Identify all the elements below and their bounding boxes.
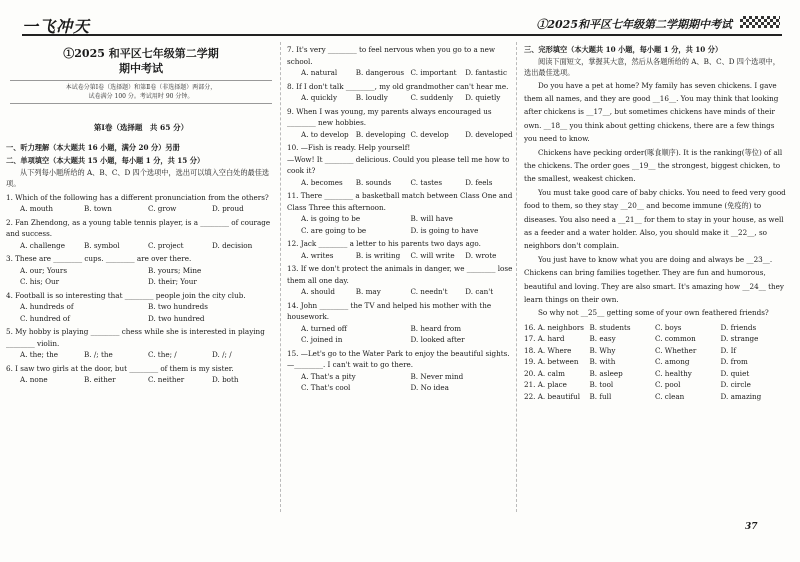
part-heading: 第Ⅰ卷（选择题 共 65 分）	[93, 123, 189, 132]
question-item	[6, 290, 276, 325]
option-text: A. the; the	[20, 350, 59, 359]
option-group	[287, 371, 520, 394]
question-stem: 2. Fan Zhendong, as a young table tennis player, is a ________ of courage and success.	[6, 217, 271, 238]
question-item	[6, 217, 276, 252]
option-group	[524, 333, 786, 345]
option-text: C. clean	[655, 391, 685, 401]
option-text: B. either	[84, 375, 116, 384]
question-item	[287, 190, 520, 236]
option-group	[287, 92, 520, 104]
option-text: B. will have	[410, 214, 453, 223]
question-item	[287, 44, 520, 79]
option-text: B. developing	[355, 129, 406, 139]
option-text: C. the; /	[148, 350, 177, 359]
option-text: A. hundreds of	[20, 302, 74, 311]
exam-note	[10, 80, 272, 104]
option-text: C. grow	[148, 204, 177, 213]
option-text: D. friends	[720, 322, 757, 332]
passage-paragraph: Do you have a pet at home? My family has seven chickens. I gave them all names, and they are good __16__. You may think that looking after chickens is __17__, but sometimes chickens have minds of their own. __18__ you think about getting chickens, there are a few things you need to know.	[524, 80, 779, 144]
option-text: C. common	[655, 334, 696, 344]
option-text: D. If	[720, 345, 737, 355]
option-text: C. That's cool	[301, 383, 351, 392]
option-text: D. amazing	[720, 391, 762, 401]
option-text: D. developed	[465, 129, 513, 139]
option-text: B. sounds	[355, 177, 392, 187]
option-group	[524, 356, 786, 368]
option-text: 18. A. Where	[524, 345, 572, 355]
question-item	[287, 106, 520, 141]
option-text: D. wrote	[465, 250, 497, 260]
instructions: 从下列每小题所给的 A、B、C、D 四个选项中，选出可以填入空白处的最佳选项。	[6, 167, 270, 188]
option-text: A. becomes	[301, 177, 343, 187]
question-item	[287, 238, 520, 261]
question-stem: 15. —Let's go to the Water Park to enjoy the beautiful sights.	[287, 348, 510, 358]
question-item	[287, 263, 520, 298]
page-number: 37	[745, 522, 758, 532]
option-text: 21. A. place	[524, 380, 567, 390]
option-text: B. students	[589, 322, 631, 332]
question-stem: 14. John ________ the TV and helped his mother with the housework.	[287, 300, 492, 321]
option-group	[524, 345, 786, 357]
option-text: C. boys	[655, 322, 682, 332]
question-item	[287, 142, 520, 188]
section-heading: 二、单项填空（本大题共 15 小题，每小题 1 分，共 15 分）	[6, 156, 205, 165]
option-text: B. dangerous	[355, 68, 405, 77]
question-list	[287, 44, 520, 394]
question-item	[287, 348, 520, 394]
question-item	[6, 192, 276, 215]
option-text: C. Whether	[655, 345, 697, 355]
option-text: B. two hundreds	[148, 302, 208, 311]
option-text: 17. A. hard	[524, 334, 565, 344]
option-text: B. town	[84, 204, 112, 213]
exam-subtitle: 期中考试	[119, 62, 163, 75]
option-text: A. turned off	[301, 323, 347, 333]
option-text: C. among	[655, 357, 690, 367]
exam-header-title: ①2025和平区七年级第二学期期中考试	[536, 18, 732, 31]
option-text: C. will write	[410, 250, 455, 260]
option-text: B. Why	[589, 345, 616, 355]
option-text: A. quickly	[301, 93, 338, 102]
option-text: 22. A. beautiful	[524, 391, 581, 401]
option-text: B. heard from	[410, 323, 462, 333]
option-text: A. mouth	[20, 204, 54, 213]
option-text: A. is going to be	[301, 214, 361, 223]
option-group	[6, 349, 276, 361]
option-text: D. two hundred	[148, 313, 205, 323]
option-text: C. suddenly	[410, 93, 454, 102]
question-stem: 3. These are ________ cups. ________ are over there.	[6, 254, 192, 263]
option-text: C. needn't	[410, 287, 448, 296]
option-text: A. challenge	[20, 240, 66, 250]
option-text: B. tool	[589, 380, 614, 390]
option-text: A. writes	[301, 250, 334, 260]
question-stem: 12. Jack ________ a letter to his parents two days ago.	[287, 239, 481, 248]
cloze-passage	[524, 79, 786, 320]
option-text: C. joined in	[301, 335, 343, 344]
option-text: B. symbol	[84, 240, 120, 250]
cloze-options	[524, 322, 786, 403]
option-text: D. feels	[465, 177, 493, 187]
option-text: A. none	[20, 375, 48, 384]
option-text: B. full	[589, 391, 612, 401]
option-text: D. quiet	[720, 368, 750, 378]
option-text: A. should	[301, 287, 335, 296]
option-text: D. can't	[465, 287, 494, 296]
option-text: C. project	[148, 240, 184, 250]
option-text: D. quietly	[465, 93, 501, 102]
option-text: 16. A. neighbors	[524, 322, 584, 332]
question-stem: 6. I saw two girls at the door, but ________ of them is my sister.	[6, 363, 234, 373]
option-group	[287, 286, 520, 298]
question-stem: 8. If I don't talk ________, my old grandmother can't hear me.	[287, 81, 509, 91]
option-text: B. asleep	[589, 368, 623, 378]
option-text: D. their; Your	[148, 277, 197, 286]
question-item	[287, 81, 520, 104]
option-text: C. develop	[410, 129, 449, 139]
question-stem: 10. —Fish is ready. Help yourself!	[287, 143, 411, 152]
option-text: C. pool	[655, 380, 681, 390]
option-group	[287, 67, 520, 79]
header-divider	[22, 34, 782, 36]
question-stem: 7. It's very ________ to feel nervous when you go to a new school.	[287, 45, 496, 66]
option-group	[6, 240, 276, 252]
option-text: C. neither	[148, 375, 185, 384]
option-group	[287, 323, 520, 346]
question-stem: 9. When I was young, my parents always encouraged us ________ new hobbies.	[287, 106, 492, 127]
option-text: B. yours; Mine	[148, 265, 202, 275]
question-item	[6, 363, 276, 386]
question-stem: 13. If we don't protect the animals in danger, we ________ lose them all one day.	[287, 264, 513, 285]
option-text: D. strange	[720, 334, 759, 344]
option-text: A. That's a pity	[301, 371, 356, 381]
option-text: D. decision	[212, 240, 253, 250]
question-item	[6, 326, 276, 361]
column-left	[6, 42, 276, 386]
column-middle	[280, 42, 520, 512]
option-group	[6, 203, 276, 215]
question-item	[287, 300, 520, 346]
question-list	[6, 192, 276, 386]
option-group	[6, 301, 276, 324]
option-text: B. Never mind	[410, 371, 464, 381]
option-text: D. No idea	[410, 383, 449, 392]
option-text: C. are going to be	[301, 225, 367, 235]
question-stem: —Wow! It ________ delicious. Could you please tell me how to cook it?	[287, 154, 510, 175]
option-group	[6, 265, 276, 288]
option-group	[524, 322, 786, 334]
option-text: C. healthy	[655, 368, 692, 378]
option-text: D. looked after	[410, 335, 465, 344]
option-text: 20. A. calm	[524, 368, 565, 378]
option-text: A. our; Yours	[20, 265, 68, 275]
option-text: D. is going to have	[410, 225, 479, 235]
question-stem: 11. There ________ a basketball match between Class One and Class Three this afternoon.	[287, 191, 513, 212]
passage-paragraph: Chickens have pecking order(啄食顺序). It is the ranking(等位) of all the chickens. The order goes __19__ the strongest, biggest chicken, to the smallest, weakest chicken.	[524, 147, 783, 184]
logo: 一飞冲天	[22, 17, 91, 36]
exam-note-line: 试卷满分 100 分。考试用时 90 分钟。	[88, 93, 194, 100]
column-right	[516, 42, 786, 512]
option-group	[287, 129, 520, 141]
option-text: C. tastes	[410, 177, 443, 187]
option-text: D. from	[720, 357, 748, 367]
option-text: C. important	[410, 68, 457, 77]
option-text: D. both	[212, 375, 239, 384]
option-text: A. natural	[301, 68, 338, 77]
option-group	[524, 368, 786, 380]
option-text: D. fantastic	[465, 68, 507, 77]
question-stem: 5. My hobby is playing ________ chess while she is interested in playing ________ violin.	[6, 327, 265, 348]
passage-paragraph: So why not __25__ getting some of your own feathered friends?	[538, 308, 769, 318]
option-group	[287, 250, 520, 262]
option-text: B. easy	[589, 334, 616, 344]
option-text: B. loudly	[355, 93, 388, 102]
option-group	[287, 213, 520, 236]
question-stem: 1. Which of the following has a different pronunciation from the others?	[6, 192, 269, 202]
option-group	[524, 379, 786, 391]
section-heading: 一、听力理解（本大题共 16 小题，满分 20 分）另册	[6, 142, 180, 152]
option-text: D. proud	[212, 204, 244, 213]
option-text: C. hundred of	[20, 313, 70, 323]
option-text: B. may	[355, 287, 381, 296]
passage-paragraph: You must take good care of baby chicks. You need to feed very good food to them, so they stay __20__ and become immune (免疫的) to diseases. You also need a __21__ for them to stay in your house, as well as a feeder and a water holder. Also, you should make it __22__, so neighbors don't complain.	[524, 187, 786, 251]
instructions: 阅读下面短文，掌握其大意，然后从各题所给的 A、B、C、D 四个选项中，选出最佳选项。	[524, 56, 780, 77]
option-text: 19. A. between	[524, 357, 579, 367]
option-group	[287, 177, 520, 189]
option-group	[6, 374, 276, 386]
checker-pattern-icon	[740, 16, 780, 28]
question-stem: —________. I can't wait to go there.	[287, 360, 414, 369]
option-text: B. with	[589, 357, 616, 367]
option-text: C. his; Our	[20, 277, 60, 286]
option-text: B. is writing	[355, 250, 401, 260]
question-stem: 4. Football is so interesting that ________ people join the city club.	[6, 290, 246, 300]
option-text: A. to develop	[301, 129, 349, 139]
question-item	[6, 253, 276, 288]
option-text: B. /; the	[84, 350, 113, 359]
exam-title: ①2025 和平区七年级第二学期	[63, 47, 219, 60]
exam-note-line: 本试卷分第Ⅰ卷（选择题）和第Ⅱ卷（非选择题）两部分，	[65, 84, 217, 91]
section-heading: 三、完形填空（本大题共 10 小题，每小题 1 分，共 10 分）	[524, 45, 723, 54]
option-text: D. circle	[720, 380, 751, 390]
option-group	[524, 391, 786, 403]
option-text: D. /; /	[212, 350, 232, 359]
passage-paragraph: You just have to know what you are doing and always be __23__. Chickens can bring families together. They are fun and humorous, beautiful and loving. They are also smart. It's amazing how __24__ they learn things on their own.	[524, 254, 784, 304]
